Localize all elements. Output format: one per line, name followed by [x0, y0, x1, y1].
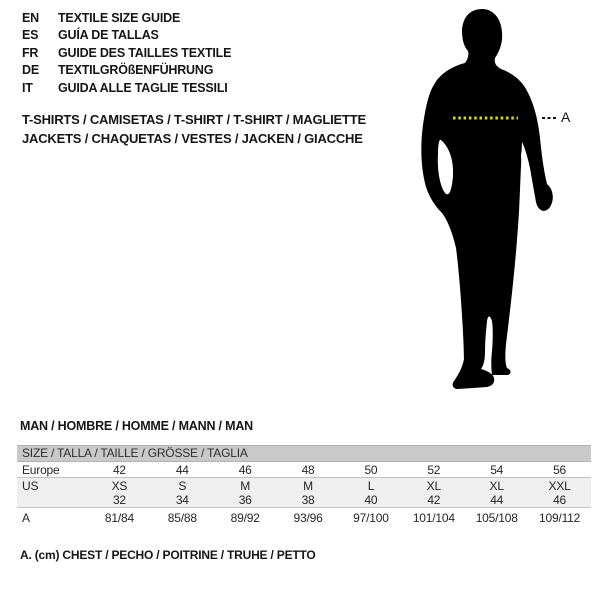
language-code: ES	[22, 28, 39, 43]
language-title: GUIDA ALLE TAGLIE TESSILI	[58, 80, 228, 95]
language-code: IT	[22, 80, 33, 95]
language-row-es	[22, 27, 231, 45]
language-title: TEXTILE SIZE GUIDE	[58, 10, 181, 25]
size-value-cell: 42	[427, 493, 441, 507]
size-value-cell: 89/92	[230, 511, 260, 525]
size-value-cell: XL	[426, 478, 441, 493]
man-silhouette-figure	[408, 8, 571, 398]
category-titles	[22, 111, 366, 148]
size-value-cell: 34	[175, 493, 189, 507]
size-value-cell: 54	[490, 462, 504, 477]
size-table-header: SIZE / TALLA / TAILLE / GRÖSSE / TAGLIA	[17, 445, 591, 462]
size-table	[17, 445, 591, 527]
size-value-cell: 32	[112, 493, 126, 507]
figure-area	[408, 8, 598, 400]
size-value-cell: 85/88	[167, 511, 197, 525]
size-value-cell: 48	[301, 462, 315, 477]
table-row-europe	[17, 462, 591, 478]
size-value-cell: 109/112	[539, 511, 581, 525]
row-label: Europe	[22, 462, 60, 477]
category-line-jackets: JACKETS / CHAQUETAS / VESTES / JACKEN / GIACCHE	[22, 130, 363, 146]
size-value-cell: M	[240, 478, 251, 493]
language-row-fr	[22, 44, 231, 62]
man-silhouette	[421, 9, 553, 389]
language-title: GUÍA DE TALLAS	[58, 28, 159, 43]
size-value-cell: 81/84	[104, 511, 134, 525]
language-code: DE	[22, 63, 39, 78]
table-row-a	[17, 508, 591, 527]
size-value-cell: 46	[238, 462, 252, 477]
size-value-cell: XS	[111, 478, 128, 493]
measurement-footnote: A. (cm) CHEST / PECHO / POITRINE / TRUHE / PETTO	[20, 548, 316, 562]
table-row-us	[17, 478, 591, 493]
row-label: US	[22, 478, 39, 493]
size-value-cell: 50	[364, 462, 378, 477]
size-value-cell: S	[178, 478, 187, 493]
size-value-cell: 42	[112, 462, 126, 477]
size-value-cell: XL	[489, 478, 504, 493]
size-value-cell: 40	[364, 493, 378, 507]
size-value-cell: 97/100	[353, 511, 389, 525]
language-code: EN	[22, 10, 39, 25]
language-code: FR	[22, 45, 39, 60]
language-title: GUIDE DES TAILLES TEXTILE	[58, 45, 232, 60]
language-list	[22, 9, 231, 97]
size-value-cell: 38	[301, 493, 315, 507]
size-value-cell: 93/96	[293, 511, 323, 525]
row-label: A	[22, 511, 30, 525]
language-title: TEXTILGRÖßENFÜHRUNG	[58, 63, 214, 78]
size-table-rows	[17, 462, 591, 527]
size-value-cell: M	[303, 478, 313, 493]
size-value-cell: 56	[553, 462, 567, 477]
language-row-de	[22, 62, 231, 80]
language-row-it	[22, 79, 231, 97]
size-value-cell: XXL	[548, 478, 571, 493]
language-row-en	[22, 9, 231, 27]
size-value-cell: 52	[427, 462, 441, 477]
size-value-cell: 46	[553, 493, 567, 507]
size-value-cell: 44	[175, 462, 189, 477]
size-value-cell: 36	[238, 493, 252, 507]
measure-label-a: A	[561, 109, 571, 125]
size-value-cell: 105/108	[475, 511, 518, 525]
table-row-row2	[17, 493, 591, 508]
section-title-man: MAN / HOMBRE / HOMME / MANN / MAN	[20, 419, 253, 433]
size-value-cell: 101/104	[412, 511, 455, 525]
category-line-tshirts: T-SHIRTS / CAMISETAS / T-SHIRT / T-SHIRT / MAGLIETTE	[22, 112, 366, 127]
size-value-cell: 44	[490, 493, 504, 507]
size-value-cell: L	[367, 478, 375, 493]
